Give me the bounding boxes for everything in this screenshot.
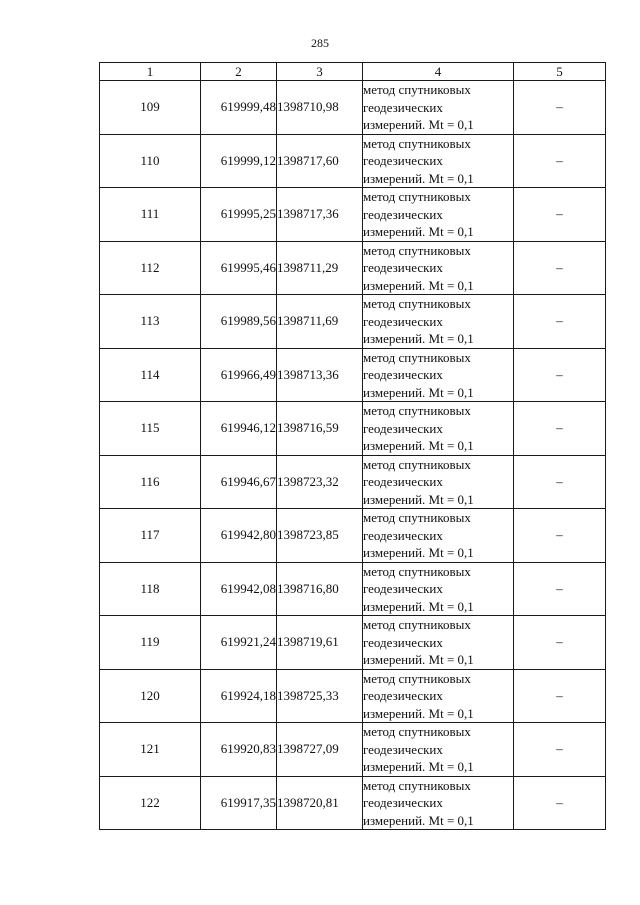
note: –	[514, 81, 606, 135]
method-line-1: метод спутниковых	[363, 242, 471, 258]
coordinate-x: 619995,25	[201, 188, 277, 242]
method-line-2: геодезических	[363, 153, 443, 168]
table-row	[100, 188, 606, 242]
method-line-1: метод спутниковых	[363, 777, 471, 793]
table-row	[100, 81, 606, 135]
coordinate-y: 1398719,61	[277, 616, 363, 670]
method-line-1: метод спутниковых	[363, 189, 471, 204]
method-line-2: геодезических	[363, 474, 443, 489]
method-line-1: метод спутниковых	[363, 456, 471, 472]
table-row	[100, 776, 606, 830]
note: –	[514, 669, 606, 723]
column-header-5: 5	[514, 63, 606, 81]
method-line-3: измерений. Mt = 0,1	[363, 117, 474, 132]
table-row	[100, 295, 606, 349]
method-line-1: метод спутниковых	[363, 670, 471, 686]
coordinate-x: 619966,49	[201, 348, 277, 402]
coordinate-y: 1398723,32	[277, 455, 363, 509]
point-number: 115	[100, 402, 201, 456]
coordinate-y: 1398711,69	[277, 295, 363, 349]
method-line-3: измерений. Mt = 0,1	[363, 759, 474, 774]
coordinate-y: 1398716,59	[277, 402, 363, 456]
coordinate-x: 619999,12	[201, 134, 277, 188]
method-description	[363, 669, 514, 723]
coordinate-x: 619999,48	[201, 81, 277, 135]
note: –	[514, 562, 606, 616]
table-header-row	[100, 63, 606, 81]
method-description	[363, 81, 514, 135]
method-description	[363, 562, 514, 616]
method-line-1: метод спутниковых	[363, 617, 471, 632]
method-description	[363, 616, 514, 670]
column-header-1: 1	[100, 63, 201, 81]
method-description	[363, 402, 514, 456]
table-row	[100, 669, 606, 723]
method-description	[363, 134, 514, 188]
method-line-2: геодезических	[363, 527, 443, 543]
table-row	[100, 562, 606, 616]
method-line-2: геодезических	[363, 99, 443, 115]
column-header-4: 4	[363, 63, 514, 81]
note: –	[514, 509, 606, 563]
column-header-3: 3	[277, 63, 363, 81]
point-number: 120	[100, 669, 201, 723]
method-line-1: метод спутниковых	[363, 510, 471, 525]
coordinate-x: 619989,56	[201, 295, 277, 349]
method-line-2: геодезических	[363, 741, 443, 757]
column-header-2: 2	[201, 63, 277, 81]
method-line-3: измерений. Mt = 0,1	[363, 331, 474, 346]
method-line-2: геодезических	[363, 313, 443, 329]
method-line-3: измерений. Mt = 0,1	[363, 705, 474, 721]
point-number: 112	[100, 241, 201, 295]
note: –	[514, 616, 606, 670]
method-line-3: измерений. Mt = 0,1	[363, 438, 474, 453]
table-row	[100, 402, 606, 456]
coordinate-y: 1398727,09	[277, 723, 363, 777]
method-line-3: измерений. Mt = 0,1	[363, 277, 474, 293]
coordinate-y: 1398713,36	[277, 348, 363, 402]
point-number: 113	[100, 295, 201, 349]
method-description	[363, 188, 514, 242]
method-line-3: измерений. Mt = 0,1	[363, 545, 474, 560]
point-number: 111	[100, 188, 201, 242]
method-line-2: геодезических	[363, 206, 443, 222]
method-description	[363, 295, 514, 349]
coordinate-x: 619924,18	[201, 669, 277, 723]
coordinate-y: 1398725,33	[277, 669, 363, 723]
table-row	[100, 455, 606, 509]
method-line-3: измерений. Mt = 0,1	[363, 384, 474, 400]
table-row	[100, 134, 606, 188]
method-description	[363, 455, 514, 509]
method-line-2: геодезических	[363, 634, 443, 650]
coordinate-x: 619921,24	[201, 616, 277, 670]
page-number: 285	[311, 36, 329, 50]
method-line-2: геодезических	[363, 420, 443, 436]
note: –	[514, 295, 606, 349]
coordinate-x: 619942,08	[201, 562, 277, 616]
table-row	[100, 509, 606, 563]
coordinate-y: 1398710,98	[277, 81, 363, 135]
method-line-1: метод спутниковых	[363, 296, 471, 311]
method-line-1: метод спутниковых	[363, 563, 471, 579]
note: –	[514, 776, 606, 830]
point-number: 119	[100, 616, 201, 670]
point-number: 117	[100, 509, 201, 563]
coordinate-y: 1398723,85	[277, 509, 363, 563]
point-number: 122	[100, 776, 201, 830]
method-line-2: геодезических	[363, 581, 443, 596]
method-line-2: геодезических	[363, 795, 443, 810]
note: –	[514, 188, 606, 242]
note: –	[514, 402, 606, 456]
coordinate-y: 1398717,36	[277, 188, 363, 242]
coordinate-x: 619946,12	[201, 402, 277, 456]
method-description	[363, 241, 514, 295]
point-number: 114	[100, 348, 201, 402]
method-line-3: измерений. Mt = 0,1	[363, 812, 474, 828]
method-line-3: измерений. Mt = 0,1	[363, 491, 474, 507]
method-description	[363, 509, 514, 563]
method-description	[363, 776, 514, 830]
table-row	[100, 241, 606, 295]
coordinate-x: 619917,35	[201, 776, 277, 830]
coordinate-y: 1398711,29	[277, 241, 363, 295]
point-number: 118	[100, 562, 201, 616]
method-line-1: метод спутниковых	[363, 724, 471, 739]
table-row	[100, 348, 606, 402]
point-number: 116	[100, 455, 201, 509]
coordinates-table	[99, 62, 606, 830]
note: –	[514, 723, 606, 777]
method-line-1: метод спутниковых	[363, 349, 471, 365]
coordinate-x: 619946,67	[201, 455, 277, 509]
table-row	[100, 723, 606, 777]
method-line-1: метод спутниковых	[363, 403, 471, 418]
note: –	[514, 348, 606, 402]
coordinate-x: 619920,83	[201, 723, 277, 777]
method-line-3: измерений. Mt = 0,1	[363, 652, 474, 667]
point-number: 110	[100, 134, 201, 188]
note: –	[514, 134, 606, 188]
method-description	[363, 348, 514, 402]
method-line-3: измерений. Mt = 0,1	[363, 598, 474, 614]
method-line-3: измерений. Mt = 0,1	[363, 224, 474, 239]
method-line-2: геодезических	[363, 367, 443, 382]
coordinate-x: 619995,46	[201, 241, 277, 295]
method-description	[363, 723, 514, 777]
method-line-2: геодезических	[363, 688, 443, 703]
note: –	[514, 455, 606, 509]
table-row	[100, 616, 606, 670]
method-line-2: геодезических	[363, 260, 443, 275]
note: –	[514, 241, 606, 295]
method-line-1: метод спутниковых	[363, 82, 471, 97]
coordinate-y: 1398720,81	[277, 776, 363, 830]
point-number: 121	[100, 723, 201, 777]
method-line-1: метод спутниковых	[363, 135, 471, 151]
coordinate-y: 1398716,80	[277, 562, 363, 616]
method-line-3: измерений. Mt = 0,1	[363, 170, 474, 186]
coordinate-x: 619942,80	[201, 509, 277, 563]
point-number: 109	[100, 81, 201, 135]
coordinate-y: 1398717,60	[277, 134, 363, 188]
